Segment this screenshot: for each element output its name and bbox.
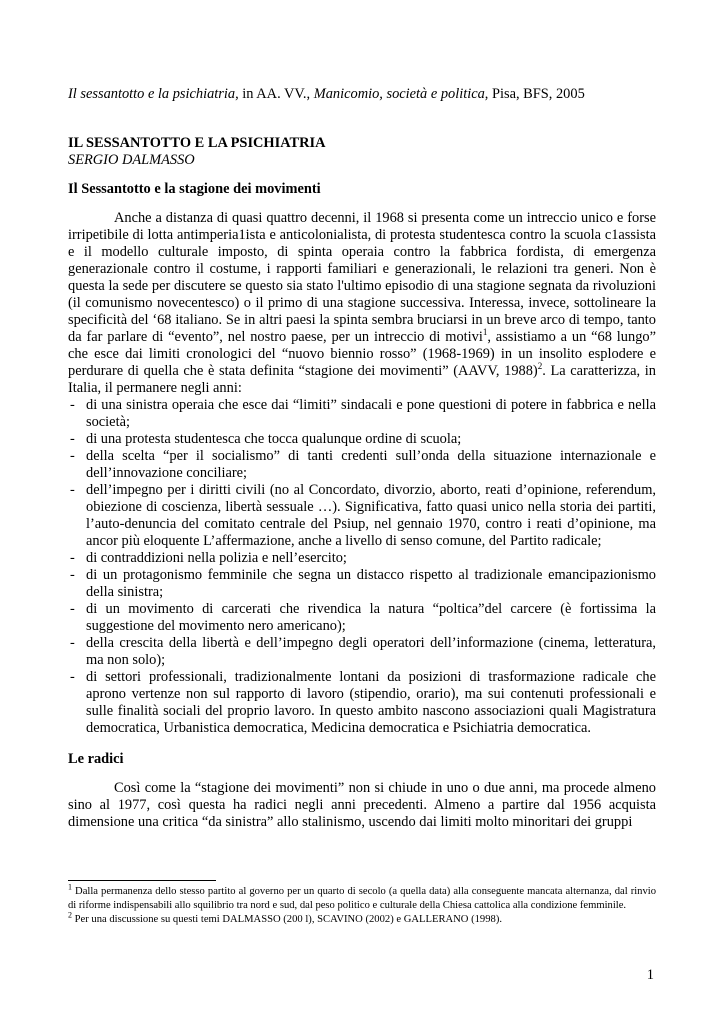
list-item: [68, 397, 656, 431]
list-item: [68, 482, 656, 550]
section-heading-movimenti: Il Sessantotto e la stagione dei movimenti: [68, 181, 321, 197]
article-title: IL SESSANTOTTO E LA PSICHIATRIA: [68, 135, 326, 151]
citation-title: Il sessantotto e la psichiatria: [68, 86, 236, 102]
list-item-text: dell’impegno per i diritti civili (no al Concordato, divorzio, aborto, reati d’opinione, referendum, obiezione di coscienza, libertà sessuale …). Significativa, fatto quasi unico nella storia dei partiti, l’auto-denuncia del comitato centrale del Psiup, nel gennaio 1970, contro i reati d’opinione, ma ancor più eloquente L’affermazione, anche a livello di senso comune, del Partito radicale;: [86, 482, 656, 549]
list-item-text: di settori professionali, tradizionalmente lontani da posizioni di trasformazione radicale che aprono vertenze non sul rapporto di lavoro (stipendio, orario), ma sui contenuti professionali e sulle finalità sociali del proprio lavoro. In questo ambito nascono associazioni quali Magistratura democratica, Urbanistica democratica, Medicina democratica e Psichiatria democratica.: [86, 669, 656, 736]
list-item-text: di una protesta studentesca che tocca qualunque ordine di scuola;: [86, 431, 462, 447]
footnote-number: 1: [68, 882, 72, 892]
citation-mid: , in AA. VV.,: [235, 86, 314, 102]
bullet-dash: -: [70, 482, 75, 498]
bullet-dash: -: [70, 448, 75, 464]
list-item: [68, 431, 656, 448]
paragraph-intro-a: Anche a distanza di quasi quattro decenni, il 1968 si presenta come un intreccio unico e forse irripetibile di lotta antimperia1ista e anticolonialista, di protesta studentesca contro la scuola c1assista e il modello culturale imposto, di spinta operaia contro la fabbrica fordista, di emergenza generazionale contro il costume, i rapporti familiari e generazionali, le relazioni tra generi. Non è questa la sede per discutere se questo sia stato l'ultimo episodio di una stagione segnata da rivoluzioni (il comunismo novecentesco) o il primo di una stagione successiva. Interessa, invece, sottolineare la specificità del ‘68 italiano. Se in altri paesi la spinta sembra bruciarsi in un breve arco di tempo, tanto da far parlare di “evento”, nel nostro paese, per un intreccio di motivi: [68, 210, 656, 345]
bullet-dash: -: [70, 669, 75, 685]
footnote-1: [68, 882, 656, 912]
bullet-dash: -: [70, 601, 75, 617]
list-item: [68, 550, 656, 567]
list-item-text: di una sinistra operaia che esce dai “limiti” sindacali e pone questioni di potere in fabbrica e nella società;: [86, 397, 656, 430]
main-text: [68, 86, 656, 831]
list-item-text: di un movimento di carcerati che rivendica la natura “poltica”del carcere (è fortissima la suggestione del movimento nero americano);: [86, 601, 656, 634]
bullet-dash: -: [70, 431, 75, 447]
bullet-dash: -: [70, 550, 75, 566]
paragraph-intro-c: . La caratterizza, in Italia, il permanere negli anni:: [68, 363, 656, 396]
footnote-number: 2: [68, 910, 72, 920]
bullet-dash: -: [70, 397, 75, 413]
footnote-ref-2[interactable]: 2: [537, 361, 543, 372]
list-item-text: di un protagonismo femminile che segna un distacco rispetto al tradizionale emancipazionismo della sinistra;: [86, 567, 656, 600]
citation-book: Manicomio, società e politica: [313, 86, 485, 102]
section-heading-radici: Le radici: [68, 751, 124, 767]
citation-tail: , Pisa, BFS, 2005: [484, 86, 585, 102]
footnote-2: [68, 910, 656, 927]
list-item: [68, 669, 656, 737]
movements-list: [68, 397, 656, 737]
citation: [68, 86, 656, 103]
footnote-text: Per una discussione su questi temi DALMASSO (200 l), SCAVINO (2002) e GALLERANO (1998).: [72, 914, 502, 925]
list-item-text: di contraddizioni nella polizia e nell’esercito;: [86, 550, 347, 566]
list-item-text: della crescita della libertà e dell’impegno degli operatori dell’informazione (cinema, letteratura, ma non solo);: [86, 635, 656, 668]
list-item-text: della scelta “per il socialismo” di tanti credenti sull’onda della situazione internazionale e dell’innovazione conciliare;: [86, 448, 656, 481]
paragraph-radici: Così come la “stagione dei movimenti” non si chiude in uno o due anni, ma procede almeno sino al 1977, così questa ha radici negli anni precedenti. Almeno a partire dal 1956 acquista dimensione una critica “da sinistra” allo stalinismo, uscendo dai limiti molto minoritari dei gruppi: [68, 780, 656, 830]
footnotes: [68, 880, 656, 928]
paragraph-intro: [68, 210, 656, 397]
bullet-dash: -: [70, 567, 75, 583]
page-number: 1: [646, 967, 654, 983]
article-author: SERGIO DALMASSO: [68, 152, 195, 168]
list-item: [68, 635, 656, 669]
list-item: [68, 448, 656, 482]
list-item: [68, 601, 656, 635]
footnote-divider: [68, 880, 216, 881]
footnote-ref-1[interactable]: 1: [482, 327, 488, 338]
list-item: [68, 567, 656, 601]
bullet-dash: -: [70, 635, 75, 651]
footnote-text: Dalla permanenza dello stesso partito al governo per un quarto di secolo (a quella data) alla conseguente mancata alternanza, dal rinvio di riforme indispensabili allo squilibrio tra nord e sud, dal peso politico e culturale della Chiesa cattolica alla condizione femminile.: [68, 886, 656, 911]
paragraph-intro-b: , assistiamo a un “68 lungo” che esce dai limiti cronologici del “nuovo biennio rosso” (1968-1969) in un insolito esplodere e perdurare di quella che è stata definita “stagione dei movimenti” (AAVV, 1988): [68, 329, 656, 379]
